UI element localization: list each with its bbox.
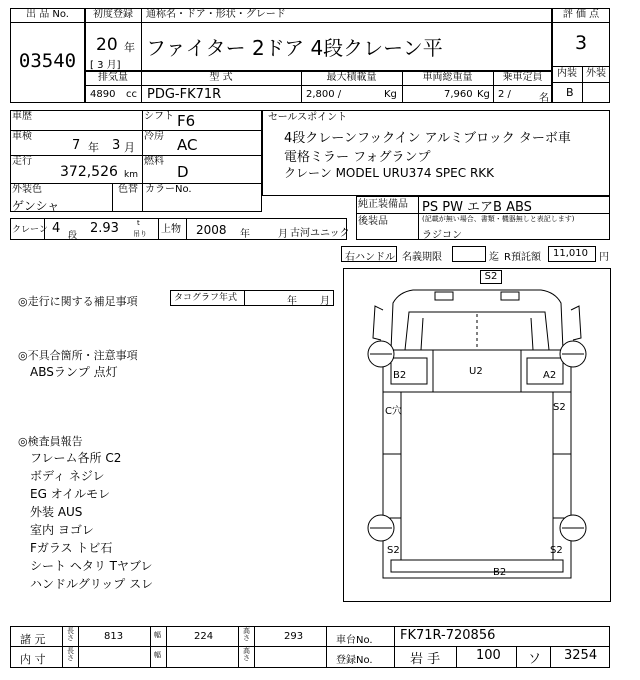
crane-capacity: 2.93	[90, 221, 119, 236]
damage-mark-right-front: A2	[543, 370, 557, 381]
inner-width-label: 幅	[154, 651, 161, 659]
aftermarket-note: (記載が無い場合、書類・機器無しと表記します)	[422, 215, 575, 223]
registration-kana: ソ	[528, 652, 542, 667]
width-label: 幅	[154, 631, 161, 639]
capacity-label: 乗車定員	[502, 72, 543, 83]
shift-label: シフト	[144, 111, 174, 122]
crane-stages: 4	[52, 221, 61, 236]
inspector-item: シート ヘタリ Tヤブレ	[30, 559, 153, 573]
crane-month-unit: 月	[278, 229, 288, 240]
color-code-label: 色替	[118, 184, 138, 195]
sales-point-line: 電格ミラー フォグランプ	[284, 150, 431, 165]
inner-height-label: 高さ	[243, 647, 250, 662]
payload-unit: Kg	[384, 89, 397, 100]
displacement-unit: cc	[126, 89, 137, 100]
inspector-item: フレーム各所 C2	[30, 451, 122, 465]
defect-item: ABSランプ 点灯	[30, 365, 118, 379]
sales-point-line: 4段クレーンフックイン アルミブロック ターボ車	[284, 131, 571, 146]
lot-label: 出 品 No.	[26, 9, 69, 20]
crane-mount-label: 上物	[161, 224, 181, 235]
ac-value: AC	[177, 136, 198, 154]
registration-area: 岩 手	[410, 652, 441, 667]
interior-grade: B	[566, 86, 574, 99]
recycle-value: 11,010	[553, 248, 588, 259]
inspector-report-label: ◎検査員報告	[18, 435, 83, 448]
chassis-number: FK71R-720856	[400, 628, 496, 643]
mileage-label: 走行	[12, 156, 32, 167]
inner-length-label: 長さ	[67, 647, 74, 662]
damage-mark-center-front: U2	[469, 366, 483, 377]
car-name: ファイター 2ドア 4段クレーン平	[146, 36, 443, 60]
displacement-value: 4890	[90, 89, 116, 100]
crane-year-unit: 年	[240, 229, 250, 240]
damage-mark-top: S2	[484, 271, 498, 282]
name-change-until: 迄	[489, 252, 499, 263]
shift-value: F6	[177, 112, 196, 130]
inspector-item: ボディ ネジレ	[30, 469, 105, 483]
aftermarket-value: ラジコン	[422, 230, 462, 241]
gvw-value: 7,960	[444, 89, 473, 100]
aftermarket-label: 後装品	[358, 216, 388, 227]
rhd-label: 右ハンドル	[345, 252, 395, 263]
oem-equipment: PS PW エアB ABS	[422, 200, 532, 215]
payload-value: 2,800 /	[306, 89, 342, 100]
registration-number: 3254	[564, 648, 598, 663]
crane-year: 2008	[196, 223, 227, 237]
history-label: 車歴	[12, 111, 32, 122]
crane-label: クレーン	[12, 225, 48, 235]
interior-grade-label: 内装	[557, 68, 577, 79]
model-value: PDG-FK71R	[147, 87, 222, 102]
lot-number: 03540	[18, 50, 77, 72]
inner-dims-label: 内 寸	[20, 653, 46, 666]
damage-mark-rear-center: B2	[493, 567, 507, 578]
damage-mark-left-mid: C穴	[385, 406, 402, 417]
grade-label: 評 価 点	[562, 9, 600, 20]
color-no-label: カラーNo.	[145, 184, 192, 195]
color-label: 外装色	[12, 184, 42, 195]
name-change-label: 名義期限	[402, 252, 442, 263]
damage-mark-right-rear: S2	[550, 545, 563, 556]
crane-capacity-unit-top: t	[137, 219, 140, 227]
tachograph-year-unit: 年	[287, 296, 297, 307]
inspection-label: 車検	[12, 131, 32, 142]
displacement-label: 排気量	[98, 72, 128, 83]
damage-diagram	[343, 268, 611, 602]
length-value: 813	[104, 631, 124, 642]
registration-class: 100	[476, 648, 501, 663]
ac-label: 冷房	[144, 131, 164, 142]
dims-label: 諸 元	[20, 633, 46, 646]
crane-capacity-unit-bottom: 吊り	[133, 230, 147, 238]
chassis-label: 車台No.	[336, 635, 373, 646]
driving-notes-label: ◎走行に関する補足事項	[18, 295, 138, 308]
damage-mark-left-front: B2	[393, 370, 407, 381]
grade-value: 3	[574, 32, 588, 54]
height-label: 高さ	[243, 627, 250, 642]
inspector-item: EG オイルモレ	[30, 487, 111, 501]
inspector-item: 外装 AUS	[30, 505, 83, 519]
car-name-label: 通称名・ドア・形状・グレード	[146, 9, 286, 20]
height-value: 293	[284, 631, 304, 642]
inspection-month: 3	[112, 138, 121, 153]
payload-label: 最大積載量	[326, 72, 377, 83]
width-value: 224	[194, 631, 214, 642]
first-reg-month: [ 3 月]	[90, 60, 121, 71]
defects-label: ◎不具合箇所・注意事項	[18, 349, 138, 362]
capacity-value: 2 /	[498, 89, 511, 100]
first-reg-year-unit: 年	[124, 41, 135, 54]
recycle-label: R預託額	[504, 252, 541, 263]
sales-point-line: クレーン MODEL URU374 SPEC RKK	[284, 166, 495, 180]
damage-mark-left-rear: S2	[387, 545, 400, 556]
first-reg-year: 20	[96, 35, 118, 55]
tachograph-month-unit: 月	[320, 296, 330, 307]
crane-maker: 古河ユニック	[290, 228, 350, 239]
gvw-unit: Kg	[477, 89, 490, 100]
inspection-year-unit: 年	[88, 141, 99, 154]
registration-label: 登録No.	[336, 655, 373, 666]
fuel-label: 燃料	[144, 156, 164, 167]
mileage-unit: km	[124, 170, 138, 180]
recycle-unit: 円	[599, 252, 609, 263]
sales-points-label: セールスポイント	[268, 112, 348, 123]
capacity-unit: 名	[539, 93, 549, 104]
model-label: 型 式	[209, 72, 233, 83]
truck-outline	[343, 268, 611, 602]
length-label: 長さ	[67, 627, 74, 642]
crane-stages-unit: 段	[68, 231, 78, 241]
oem-equipment-label: 純正装備品	[358, 199, 408, 210]
inspector-item: Fガラス トビ石	[30, 541, 113, 555]
fuel-value: D	[177, 163, 189, 181]
damage-mark-right-mid: S2	[553, 402, 566, 413]
inspection-year: 7	[72, 138, 81, 153]
gvw-label: 車両総重量	[422, 72, 473, 83]
inspection-month-unit: 月	[124, 141, 135, 154]
first-reg-label: 初度登録	[93, 9, 133, 20]
mileage-value: 372,526	[60, 164, 118, 180]
inspector-item: ハンドルグリップ スレ	[30, 577, 154, 591]
tachograph-label: タコグラフ年式	[174, 293, 238, 303]
inspector-item: 室内 ヨゴレ	[30, 523, 94, 537]
color-value: ゲンシャ	[12, 199, 60, 213]
exterior-grade-label: 外装	[586, 68, 606, 79]
